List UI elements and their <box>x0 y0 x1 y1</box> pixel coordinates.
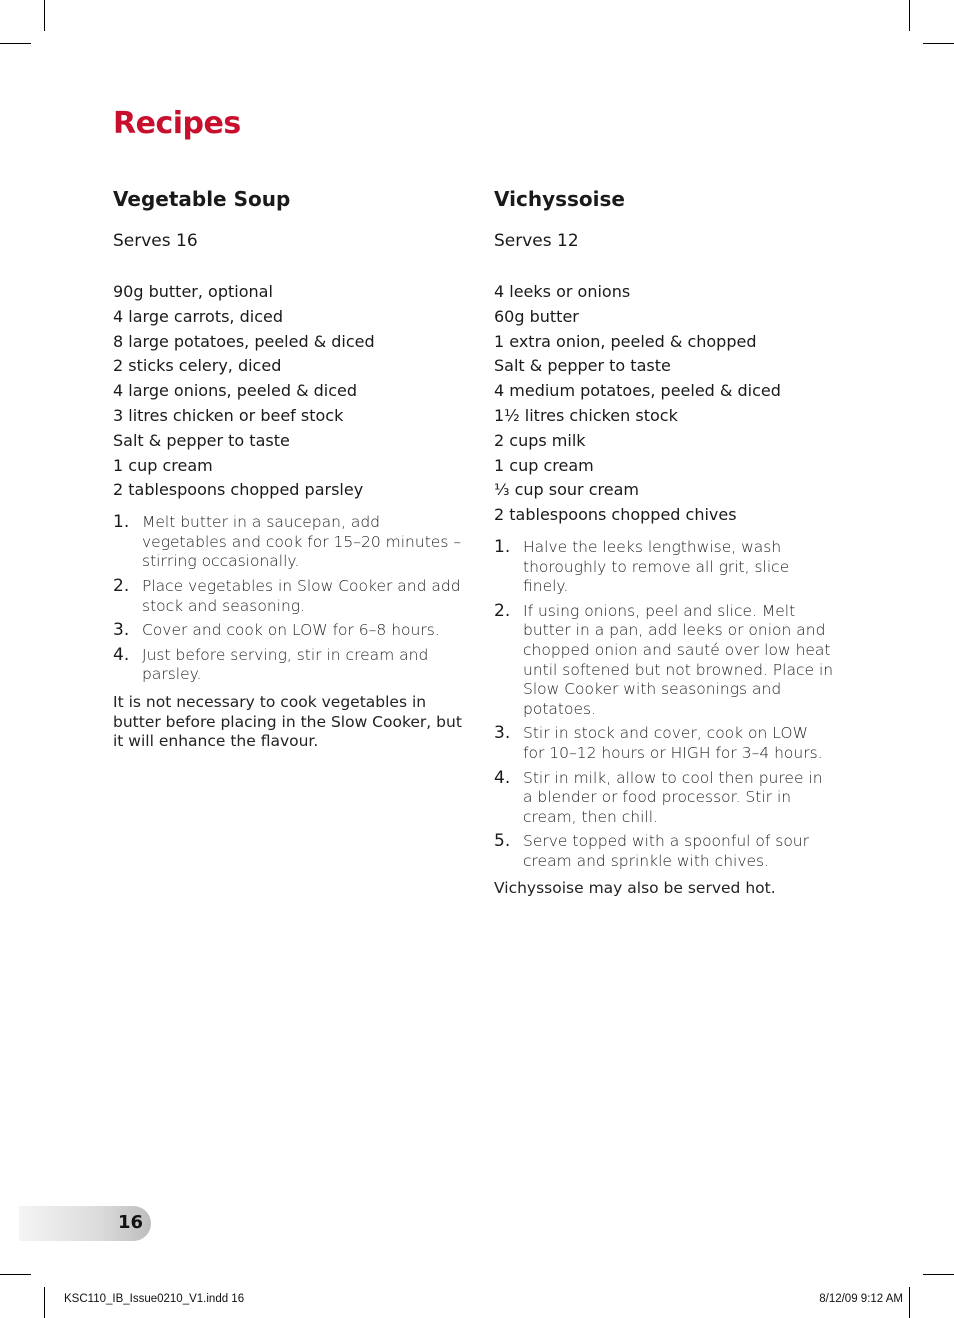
recipe-title: Vichyssoise <box>494 187 625 211</box>
step-number: 2. <box>494 600 511 621</box>
method-step <box>113 577 463 616</box>
recipe-vegetable-soup <box>113 184 463 752</box>
step-number: 4. <box>113 644 130 665</box>
ingredient-item: 2 tablespoons chopped chives <box>494 505 737 525</box>
step-text: Cover and cook on LOW for 6–8 hours. <box>142 621 440 640</box>
step-number: 5. <box>494 831 511 852</box>
ingredient-item: 2 cups milk <box>494 430 586 450</box>
method-step <box>494 724 834 763</box>
crop-mark <box>923 43 954 44</box>
ingredient-item: 2 tablespoons chopped parsley <box>113 480 364 500</box>
ingredient-item: 4 large onions, peeled & diced <box>113 381 358 401</box>
step-number: 3. <box>113 620 130 641</box>
method-step <box>113 513 463 572</box>
step-text: Stir in stock and cover, cook on LOW for 10–12 hours or HIGH for 3–4 hours. <box>523 724 823 762</box>
ingredient-item: 3 litres chicken or beef stock <box>113 405 344 425</box>
ingredient-item: 8 large potatoes, peeled & diced <box>113 331 375 351</box>
ingredient-item: 4 medium potatoes, peeled & diced <box>494 381 781 401</box>
ingredient-item: ⅓ cup sour cream <box>494 480 639 500</box>
recipe-title: Vegetable Soup <box>113 187 291 211</box>
ingredient-item: 4 leeks or onions <box>494 282 631 301</box>
ingredient-item: 1 extra onion, peeled & chopped <box>494 331 757 351</box>
crop-mark <box>44 0 45 31</box>
recipe-serves: Serves 16 <box>113 231 198 251</box>
ingredient-item: Salt & pepper to taste <box>113 430 290 450</box>
ingredient-item: Salt & pepper to taste <box>494 356 671 376</box>
step-number: 3. <box>494 723 511 744</box>
step-number: 1. <box>494 536 511 557</box>
page-number: 16 <box>117 1212 143 1233</box>
step-text: Stir in milk, allow to cool then puree in a blender or food processor. Stir in cream, then chill. <box>523 768 823 826</box>
step-number: 2. <box>113 575 130 596</box>
print-datetime: 8/12/09 9:12 AM <box>819 1293 903 1305</box>
crop-mark <box>923 1274 954 1275</box>
recipe-note: Vichyssoise may also be served hot. <box>494 879 776 898</box>
step-text: Just before serving, stir in cream and parsley. <box>142 645 429 684</box>
crop-mark <box>909 1287 910 1318</box>
ingredient-item: 1½ litres chicken stock <box>494 405 678 425</box>
method-step <box>494 769 834 828</box>
crop-mark <box>44 1287 45 1318</box>
step-number: 4. <box>494 767 511 788</box>
ingredient-item: 4 large carrots, diced <box>113 306 283 326</box>
page-number-tab <box>19 1206 151 1241</box>
step-text: If using onions, peel and slice. Melt butter in a pan, add leeks or onion and chopped onion and sauté over low heat until softened but not browned. Place in Slow Cooker with seasonings and potatoes. <box>523 601 834 718</box>
method-step <box>494 602 834 720</box>
step-text: Place vegetables in Slow Cooker and add stock and seasoning. <box>142 576 461 615</box>
crop-mark <box>0 1274 31 1275</box>
ingredient-item: 1 cup cream <box>494 455 594 475</box>
recipe-serves: Serves 12 <box>494 231 579 251</box>
step-text: Serve topped with a spoonful of sour cream and sprinkle with chives. <box>523 832 810 870</box>
page-title: Recipes <box>113 106 241 141</box>
ingredient-item: 60g butter <box>494 306 579 326</box>
step-text: Melt butter in a saucepan, add vegetables and cook for 15–20 minutes – stirring occasionally. <box>142 513 462 571</box>
method-step <box>113 621 463 641</box>
file-info: KSC110_IB_Issue0210_V1.indd 16 <box>64 1293 245 1305</box>
ingredient-item: 2 sticks celery, diced <box>113 356 282 376</box>
method-step <box>494 538 834 597</box>
method-step <box>494 832 834 871</box>
crop-mark <box>909 0 910 31</box>
method-steps <box>113 513 463 685</box>
step-number: 1. <box>113 512 130 533</box>
ingredient-item: 90g butter, optional <box>113 282 273 301</box>
step-text: Halve the leeks lengthwise, wash thoroughly to remove all grit, slice finely. <box>523 537 790 596</box>
crop-mark <box>0 43 31 44</box>
ingredient-list <box>494 280 834 528</box>
recipe-vichyssoise <box>494 184 834 899</box>
method-step <box>113 646 463 685</box>
recipe-note: It is not necessary to cook vegetables in butter before placing in the Slow Cooker, but it will enhance the flavour. <box>113 692 462 751</box>
method-steps <box>494 538 834 872</box>
ingredient-list <box>113 280 463 503</box>
ingredient-item: 1 cup cream <box>113 455 213 475</box>
